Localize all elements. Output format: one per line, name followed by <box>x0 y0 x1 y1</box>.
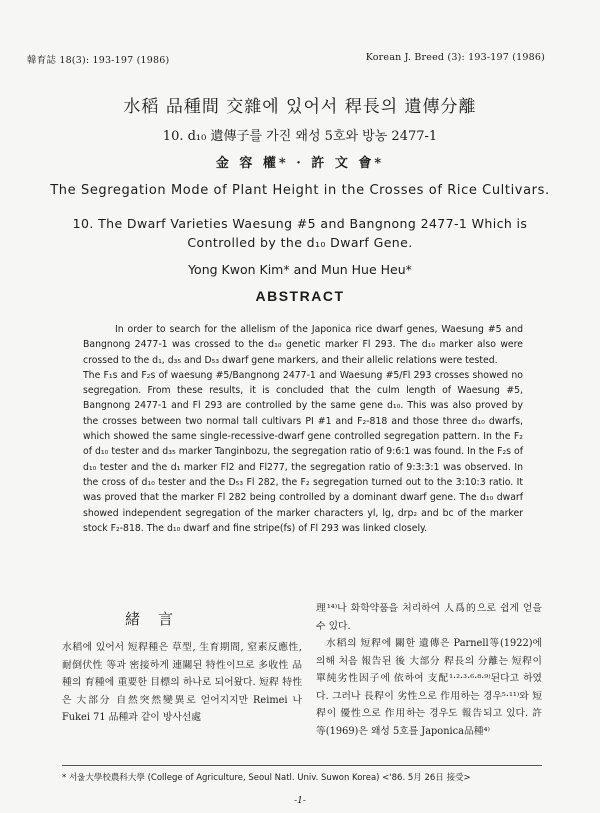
abstract-body <box>83 322 523 536</box>
subtitle-english <box>0 214 600 252</box>
intro-left-text: 水稻에 있어서 短稈種은 草型, 生育期間, 窒素反應性, 耐倒伏性 等과 密接하게 連關된 特性이므로 多收性 品種의 育種에 重要한 目標의 하나로 되어왔다. 短稈 特性은 大部分 自然突然變異로 얻어지지만 Reimei 나 Fukei 71 品種과 같이 방사선處 <box>62 642 302 723</box>
running-header-left: 韓育誌 18(3): 193-197 (1986) <box>27 55 170 66</box>
authors-korean: 金 容 權* · 許 文 會* <box>215 156 385 171</box>
subtitle-korean: 10. d₁₀ 遺傳子를 가진 왜성 5호와 방농 2477-1 <box>162 129 438 144</box>
authors-english: Yong Kwon Kim* and Mun Hue Heu* <box>188 262 412 277</box>
title-english: The Segregation Mode of Plant Height in the Crosses of Rice Cultivars. <box>50 183 550 198</box>
abstract-paragraph-2: The F₁s and F₂s of waesung #5/Bangnong 2477-1 and Waesung #5/Fl 293 crosses showed no segregation. From these results, it is concluded that the culm length of Waesung #5, Bangnong 2477-1 and Fl 293 are controlled by the same gene d₁₀. This was also proved by the crosses between two normal tall cultivars PI #1 and F₂-818 and those three d₁₀ dwarfs, which showed the same single-recessive-dwarf gene controlled segregation pattern. In the F₂ of d₁₀ tester and d₃₅ marker Tanginbozu, the segregation ratio of 9:6:1 was found. In the F₂s of d₁₀ tester and the d₁ marker Fl2 and Fl277, the segregation ratio of 9:3:3:1 was observed. In the cross of d₁₀ tester and the D₅₃ Fl 282, the F₂ segregation turned out to the 3:10:3 ratio. It was proved that the marker Fl 282 being controlled by a dominant dwarf gene. The d₁₀ dwarf showed independent segregation of the marker characters yl, lg, drp₂ and bc of the marker stock F₂-818. The d₁₀ dwarf and fine stripe(fs) of Fl 293 was linked closely. <box>83 369 523 534</box>
subtitle-english-line2: Controlled by the d₁₀ Dwarf Gene. <box>187 235 413 250</box>
title-korean: 水稻 品種間 交雜에 있어서 稈長의 遺傳分離 <box>123 97 477 117</box>
section-heading-introduction: 緒言 <box>124 610 191 628</box>
footnote-divider <box>62 765 542 766</box>
intro-right-column <box>316 600 542 740</box>
intro-right-paragraph-1: 理¹⁴⁾나 화학약품을 처리하여 人爲的으로 쉽게 얻을 수 있다. <box>316 603 542 632</box>
abstract-heading: ABSTRACT <box>255 288 345 304</box>
affiliation-footnote: * 서울大學校農科大學 (College of Agriculture, Seoul Natl. Univ. Suwon Korea) <'86. 5月 26日 接受> <box>62 773 471 783</box>
running-header-right: Korean J. Breed (3): 193-197 (1986) <box>365 52 545 63</box>
subtitle-english-line1: 10. The Dwarf Varieties Waesung #5 and Bangnong 2477-1 Which is <box>72 216 528 231</box>
page-number: -1- <box>294 796 306 806</box>
intro-right-paragraph-2: 水稻의 短稈에 關한 遺傳은 Parnell等(1922)에 의해 처음 報告된 後 大部分 稈長의 分離는 短稈이 單純劣性因子에 依하여 支配¹·²·³·⁶·⁸·⁹⁾된다고 하였다. 그러나 長稈이 劣性으로 作用하는 경우⁵·¹¹⁾와 短稈이 優性으로 作用하는 경우도 報告되고 있다. 許 等(1969)은 왜성 5호를 Japonica品種⁴⁾ <box>316 638 542 737</box>
abstract-paragraph-1: In order to search for the allelism of the Japonica rice dwarf genes, Waesung #5 and Bangnong 2477-1 was crossed to the d₁₀ genetic marker Fl 293. The d₁₀ marker also were crossed to the d₁, d₃₅ and D₅₃ dwarf gene markers, and their allelic relations were tested. <box>83 324 523 366</box>
intro-left-column <box>62 639 302 727</box>
